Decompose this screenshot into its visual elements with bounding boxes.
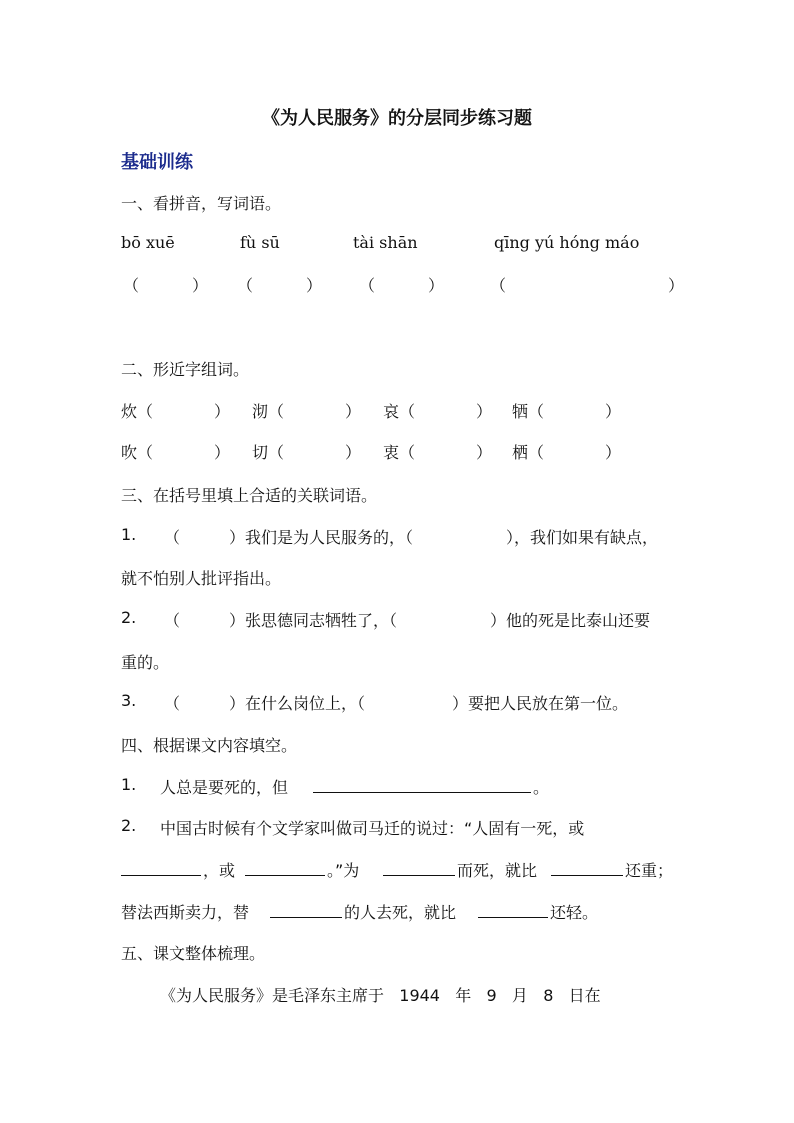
close-paren: ） <box>214 443 231 462</box>
close-paren: ） <box>345 443 362 462</box>
close-paren: ） <box>605 402 622 421</box>
close-paren: ） <box>214 402 231 421</box>
q4-2-l2-a: ，或 <box>203 861 236 880</box>
q4-2-l3-c: 还轻。 <box>550 903 599 922</box>
q4-2-blank-6[interactable] <box>478 899 548 918</box>
pinyin-1: bō xuē <box>121 233 175 252</box>
char-沏: 沏（ <box>252 402 285 421</box>
q3-3-number: 3. <box>121 691 137 710</box>
section-5-heading: 五、课文整体梳理。 <box>121 944 266 963</box>
section-2-heading: 二、形近字组词。 <box>121 360 250 379</box>
document-title: 《为人民服务》的分层同步练习题 <box>262 108 532 129</box>
answer-paren-close-2: ） <box>306 276 323 295</box>
answer-paren-close-4: ） <box>668 276 685 295</box>
answer-paren-close-3: ） <box>428 276 445 295</box>
section-subtitle: 基础训练 <box>121 152 193 173</box>
char-牺: 牺（ <box>512 402 545 421</box>
char-吹: 吹（ <box>121 443 154 462</box>
section-5-line-1: 《为人民服务》是毛泽东主席于 1944 年 9 月 8 日在 <box>160 986 601 1005</box>
q3-2-line2: 重的。 <box>121 653 170 672</box>
q4-1-blank[interactable] <box>313 774 531 793</box>
char-炊: 炊（ <box>121 402 154 421</box>
q3-1-number: 1. <box>121 525 137 544</box>
section-1-heading: 一、看拼音，写词语。 <box>121 194 282 213</box>
q4-1-text: 人总是要死的，但 <box>160 778 289 797</box>
q3-1-text-a: ）我们是为人民服务的，（ <box>229 528 414 547</box>
answer-paren-open-1: （ <box>123 276 140 295</box>
q3-1-text-b: ），我们如果有缺点， <box>506 528 659 547</box>
q3-3-text-b: ）要把人民放在第一位。 <box>452 694 629 713</box>
close-paren: ） <box>476 402 493 421</box>
q4-2-l3-a: 替法西斯卖力，替 <box>121 903 250 922</box>
q3-2-number: 2. <box>121 608 137 627</box>
q4-2-l2-d: 还重； <box>625 861 674 880</box>
answer-paren-open-4: （ <box>490 276 507 295</box>
close-paren: ） <box>476 443 493 462</box>
q4-2-number: 2. <box>121 816 137 835</box>
q3-2-paren-open: （ <box>164 611 181 630</box>
q3-1-paren-open: （ <box>164 528 181 547</box>
char-衷: 衷（ <box>383 443 416 462</box>
char-切: 切（ <box>252 443 285 462</box>
pinyin-2: fù sū <box>240 233 280 252</box>
q4-2-l2-b: 。”为 <box>327 861 360 880</box>
q4-2-blank-2[interactable] <box>245 857 325 876</box>
q4-2-l2-c: 而死，就比 <box>457 861 538 880</box>
q3-2-text-a: ）张思德同志牺牲了，（ <box>229 611 398 630</box>
q4-2-text: 中国古时候有个文学家叫做司马迁的说过：“人固有一死，或 <box>160 819 585 838</box>
close-paren: ） <box>605 443 622 462</box>
q4-2-blank-4[interactable] <box>551 857 623 876</box>
q4-1-end: 。 <box>533 778 550 797</box>
q4-2-blank-1[interactable] <box>121 857 201 876</box>
answer-paren-close-1: ） <box>192 276 209 295</box>
q4-1-number: 1. <box>121 775 137 794</box>
answer-paren-open-3: （ <box>359 276 376 295</box>
answer-paren-open-2: （ <box>237 276 254 295</box>
char-栖: 栖（ <box>512 443 545 462</box>
char-哀: 哀（ <box>383 402 416 421</box>
q3-3-paren-open: （ <box>164 694 181 713</box>
pinyin-4: qīng yú hóng máo <box>494 233 640 252</box>
q3-2-text-b: ）他的死是比泰山还要 <box>490 611 651 630</box>
q3-3-text-a: ）在什么岗位上，（ <box>229 694 366 713</box>
close-paren: ） <box>345 402 362 421</box>
section-3-heading: 三、在括号里填上合适的关联词语。 <box>121 486 378 505</box>
pinyin-3: tài shān <box>353 233 418 252</box>
q3-1-line2: 就不怕别人批评指出。 <box>121 569 282 588</box>
q4-2-l3-b: 的人去死，就比 <box>344 903 457 922</box>
q4-2-blank-3[interactable] <box>383 857 455 876</box>
section-4-heading: 四、根据课文内容填空。 <box>121 736 298 755</box>
q4-2-blank-5[interactable] <box>270 899 342 918</box>
